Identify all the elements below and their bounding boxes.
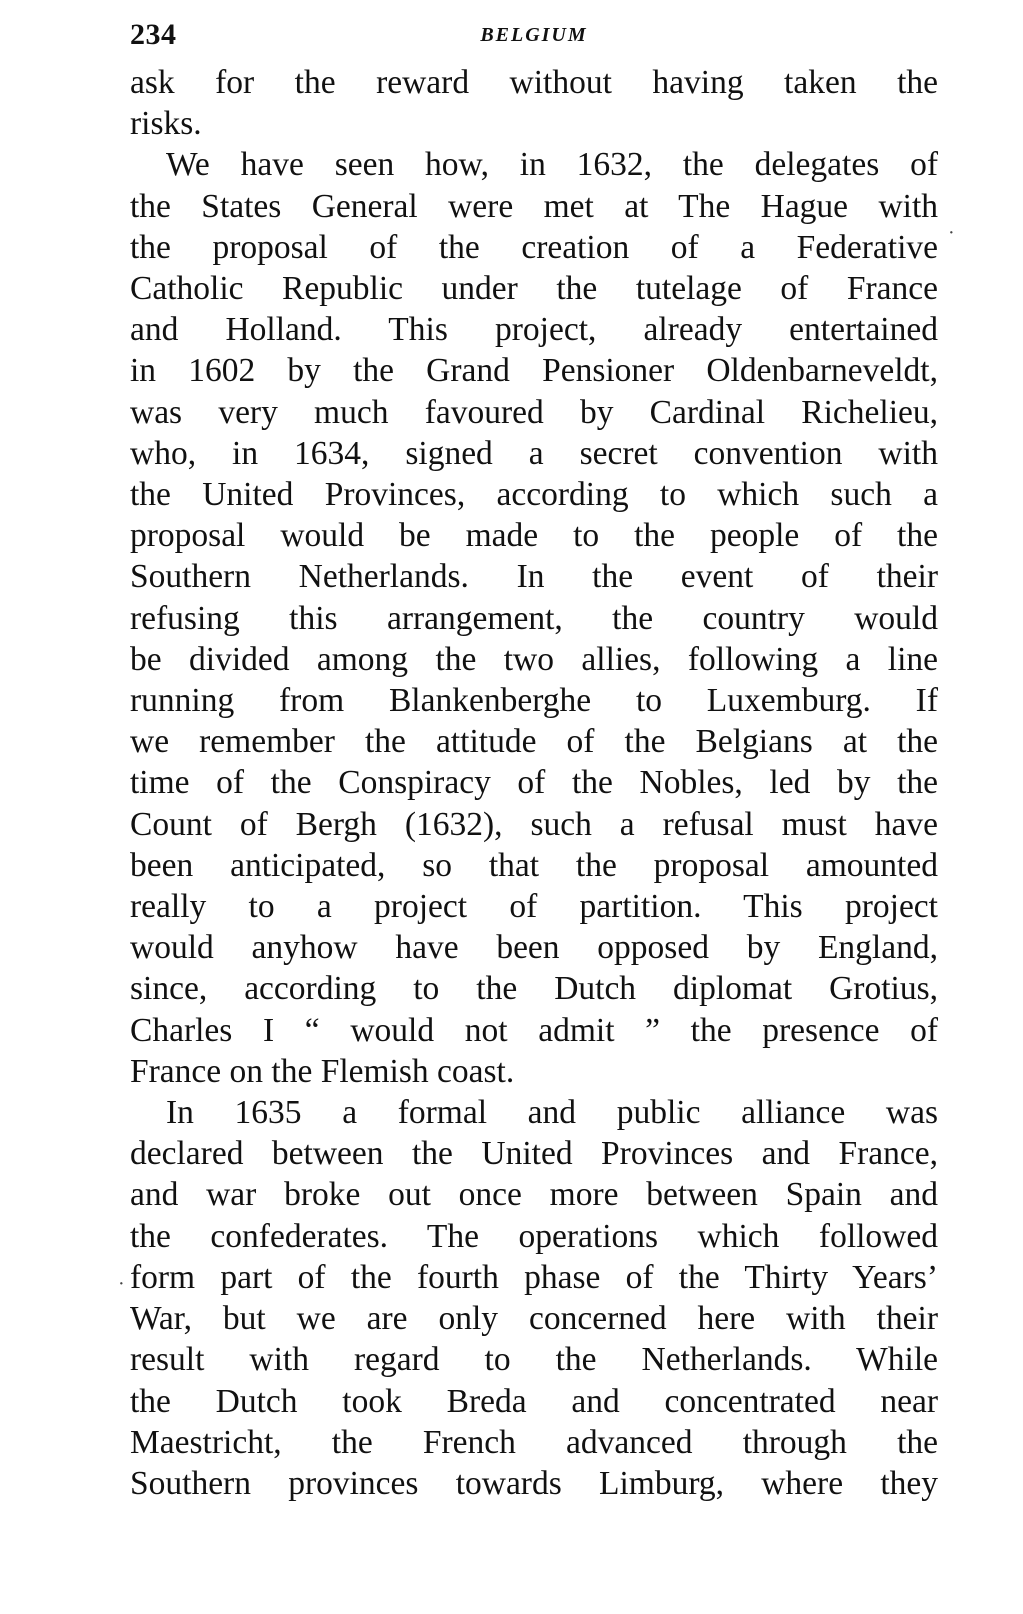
text-line: since, according to the Dutch diplomat Grotius, xyxy=(130,970,938,1008)
text-line: refusing this arrangement, the country would xyxy=(130,599,938,637)
text-line: time of the Conspiracy of the Nobles, led by the xyxy=(130,764,938,802)
text-line: been anticipated, so that the proposal amounted xyxy=(130,846,938,884)
text-line: risks. xyxy=(130,105,202,143)
text-line: and Holland. This project, already entertained xyxy=(130,311,938,349)
paragraph xyxy=(130,1092,938,1504)
text-line: Count of Bergh (1632), such a refusal must have xyxy=(130,805,938,843)
body-text xyxy=(130,62,938,1504)
book-page xyxy=(130,18,938,1504)
text-line: Catholic Republic under the tutelage of France xyxy=(130,270,938,308)
text-line: really to a project of partition. This project xyxy=(130,888,938,926)
paragraph xyxy=(130,144,938,1092)
text-line: declared between the United Provinces and France, xyxy=(130,1135,938,1173)
text-line: form part of the fourth phase of the Thirty Years’ xyxy=(130,1258,938,1296)
text-line: and war broke out once more between Spain and xyxy=(130,1176,938,1214)
margin-dot: · xyxy=(118,1273,125,1295)
text-line: Maestricht, the French advanced through the xyxy=(130,1423,938,1461)
text-line: who, in 1634, signed a secret convention with xyxy=(130,434,938,472)
paragraph xyxy=(130,62,938,144)
running-head xyxy=(130,18,938,62)
text-line: was very much favoured by Cardinal Richelieu, xyxy=(130,393,938,431)
text-line: be divided among the two allies, following a line xyxy=(130,640,938,678)
text-line: France on the Flemish coast. xyxy=(130,1052,515,1090)
text-line: ask for the reward without having taken the xyxy=(130,64,938,101)
text-line: the United Provinces, according to which such a xyxy=(130,476,938,514)
text-line: Southern provinces towards Limburg, where they xyxy=(130,1464,938,1502)
margin-dot: · xyxy=(948,222,955,244)
text-line: the Dutch took Breda and concentrated near xyxy=(130,1382,938,1420)
text-line: the proposal of the creation of a Federative xyxy=(130,228,938,266)
text-line: running from Blankenberghe to Luxemburg. If xyxy=(130,682,938,720)
text-line: Southern Netherlands. In the event of their xyxy=(130,558,938,596)
text-line: We have seen how, in 1632, the delegates of xyxy=(166,146,938,184)
text-line: In 1635 a formal and public alliance was xyxy=(166,1094,938,1132)
text-line: War, but we are only concerned here with their xyxy=(130,1300,938,1338)
text-line: would anyhow have been opposed by England, xyxy=(130,929,938,967)
text-line: the confederates. The operations which followed xyxy=(130,1217,938,1255)
text-line: in 1602 by the Grand Pensioner Oldenbarneveldt, xyxy=(130,352,938,390)
text-line: result with regard to the Netherlands. While xyxy=(130,1341,938,1379)
page-number: 234 xyxy=(130,18,177,51)
running-title: BELGIUM xyxy=(480,24,588,46)
text-line: Charles I “ would not admit ” the presence of xyxy=(130,1011,938,1049)
text-line: we remember the attitude of the Belgians at the xyxy=(130,723,938,761)
text-line: proposal would be made to the people of the xyxy=(130,517,938,555)
text-line: the States General were met at The Hague with xyxy=(130,187,938,225)
